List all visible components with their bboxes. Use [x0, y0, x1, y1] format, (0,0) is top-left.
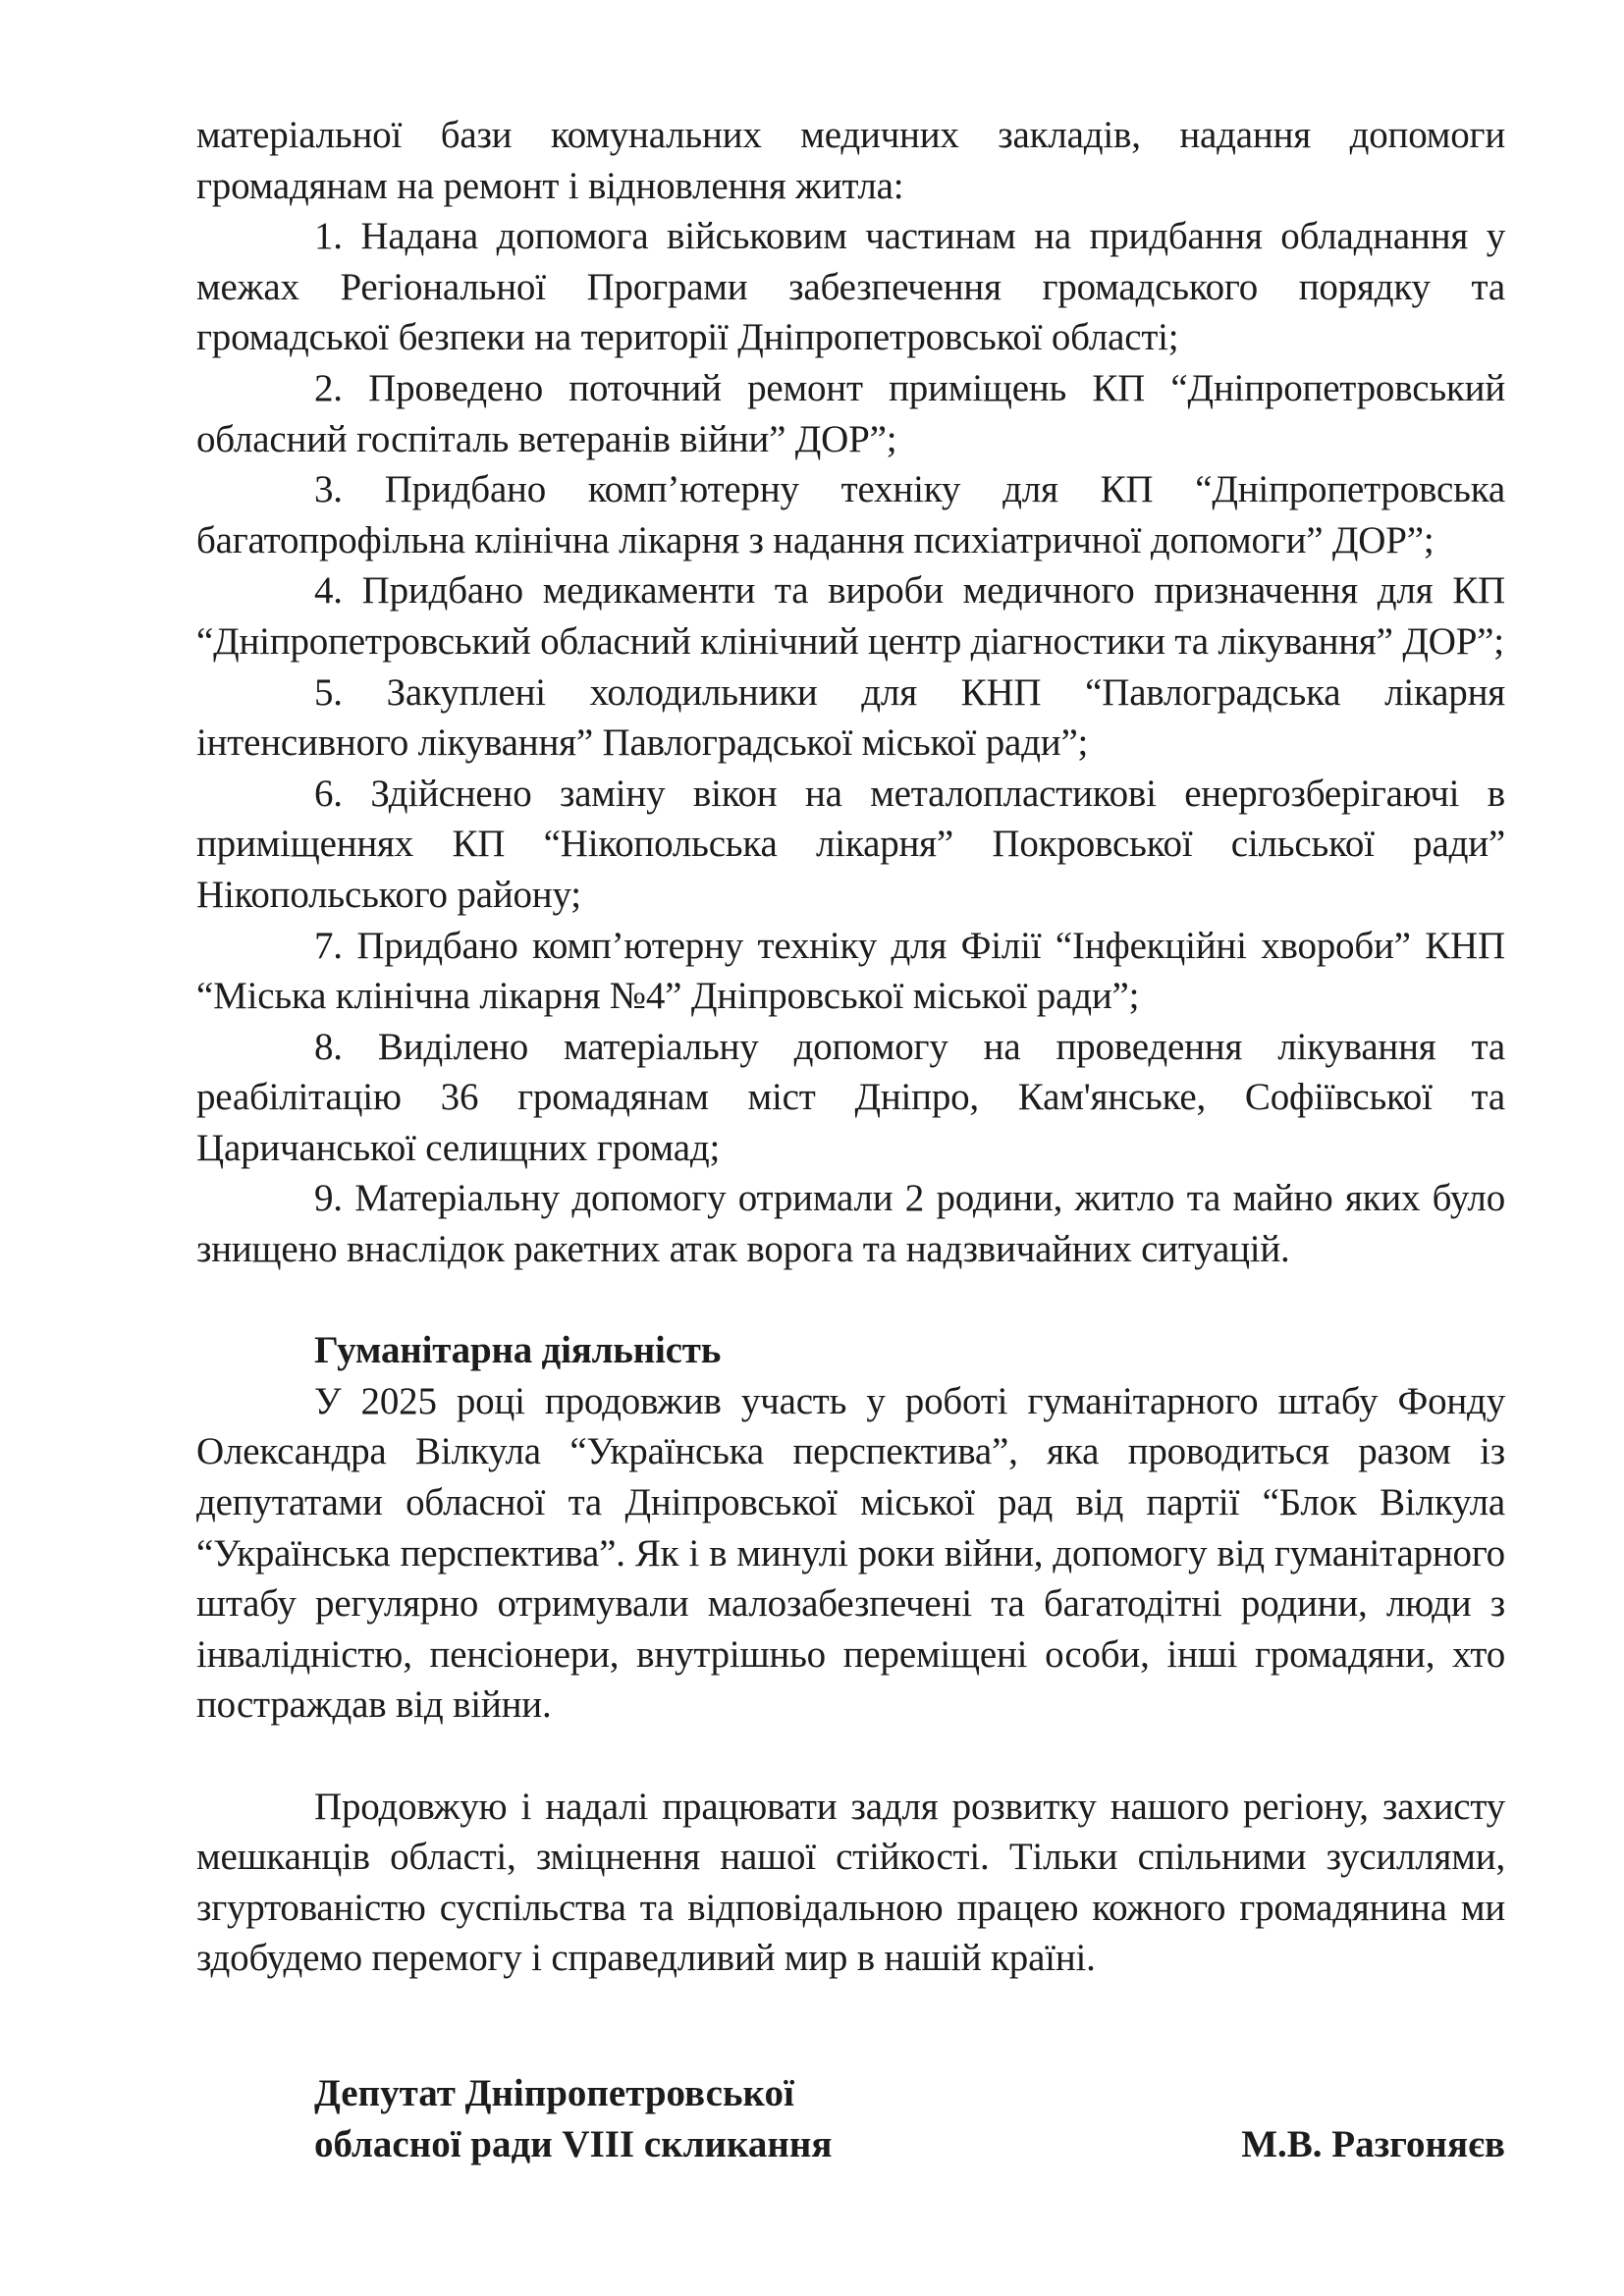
signatory-position — [314, 2068, 832, 2169]
humanitarian-paragraph: У 2025 році продовжив участь у роботі гуманітарного штабу Фонду Олександра Вілкула “Українська перспектива”, яка проводиться разом із депутатами обласної та Дніпровської міської рад від партії “Блок Вілкула “Українська перспектива”. Як і в минулі роки війни, допомогу від гуманітарного штабу регулярно отримували малозабезпечені та багатодітні родини, люди з інвалідністю, пенсіонери, внутрішньо переміщені особи, інші громадяни, хто постраждав від війни. — [196, 1379, 1505, 1727]
list-item-8: 8. Виділено матеріальну допомогу на проведення лікування та реабілітацію 36 громадянам міст Дніпро, Кам'янське, Софіївської та Царичанської селищних громад; — [196, 1025, 1505, 1169]
signatory-position-line-1: Депутат Дніпропетровської — [314, 2071, 794, 2114]
section-heading-humanitarian: Гуманітарна діяльність — [314, 1329, 722, 1372]
list-item-6: 6. Здійснено заміну вікон на металопластикові енергозберігаючі в приміщеннях КП “Нікопольська лікарня” Покровської сільської ради” Нікопольського району; — [196, 772, 1505, 916]
signature-block — [314, 2068, 1505, 2169]
list-item-5: 5. Закуплені холодильники для КНП “Павлоградська лікарня інтенсивного лікування” Павлоградської міської ради”; — [196, 670, 1505, 765]
list-item-9: 9. Матеріальну допомогу отримали 2 родини, житло та майно яких було знищено внаслідок ракетних атак ворога та надзвичайних ситуацій. — [196, 1177, 1505, 1271]
list-item-7: 7. Придбано комп’ютерну техніку для Філії “Інфекційні хвороби” КНП “Міська клінічна лікарня №4” Дніпровської міської ради”; — [196, 924, 1505, 1018]
continuation-paragraph: матеріальної бази комунальних медичних закладів, надання допомоги громадянам на ремонт і відновлення житла: — [196, 114, 1505, 207]
closing-paragraph: Продовжую і надалі працювати задля розвитку нашого регіону, захисту мешканців області, зміцнення нашої стійкості. Тільки спільними зусиллями, згуртованістю суспільства та відповідальною працею кожного громадянина ми здобудемо перемогу і справедливий мир в нашій країні. — [196, 1785, 1505, 1980]
list-item-1: 1. Надана допомога військовим частинам на придбання обладнання у межах Регіональної Програми забезпечення громадського порядку та громадської безпеки на території Дніпропетровської області; — [196, 215, 1505, 359]
signatory-name: М.В. Разгоняєв — [1241, 2122, 1505, 2165]
signatory-position-line-2: обласної ради VIII скликання — [314, 2122, 833, 2165]
document-body — [196, 110, 1505, 2169]
list-item-3: 3. Придбано комп’ютерну техніку для КП “Дніпропетровська багатопрофільна клінічна лікарня з надання психіатричної допомоги” ДОР”; — [196, 468, 1505, 561]
list-item-2: 2. Проведено поточний ремонт приміщень КП “Дніпропетровський обласний госпіталь ветеранів війни” ДОР”; — [196, 366, 1505, 460]
list-item-4: 4. Придбано медикаменти та вироби медичного призначення для КП “Дніпропетровський обласний клінічний центр діагностики та лікування” ДОР”; — [196, 569, 1505, 663]
